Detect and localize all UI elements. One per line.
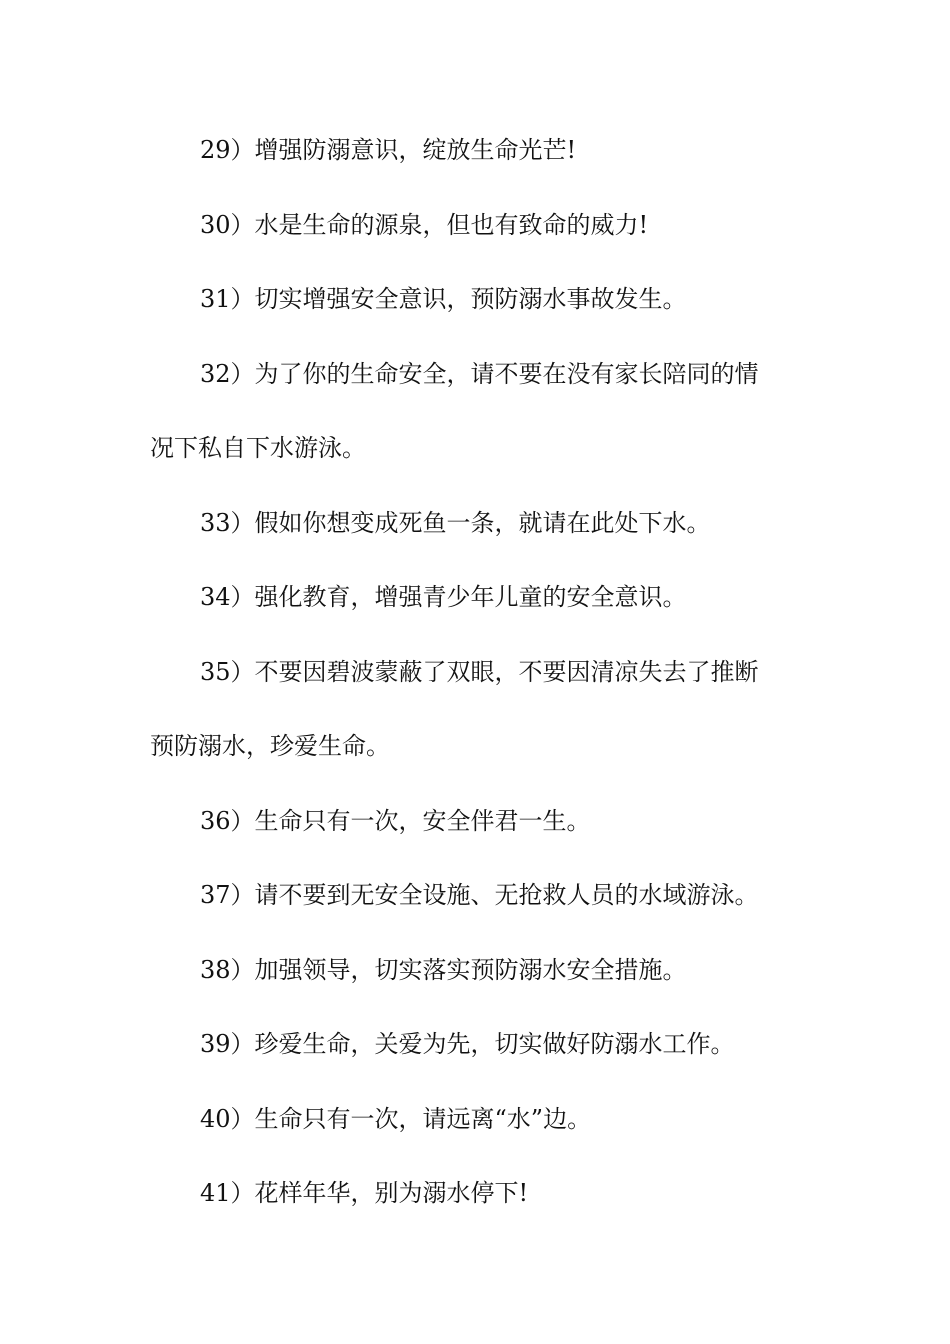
text-line-30: 30）水是生命的源泉，但也有致命的威力! [200,210,649,239]
text-line-38: 38）加强领导，切实落实预防溺水安全措施。 [200,955,687,984]
document-body [150,113,800,1231]
text-line-33: 33）假如你想变成死鱼一条，就请在此处下水。 [200,508,711,537]
text-line-31: 31）切实增强安全意识，预防溺水事故发生。 [200,285,687,313]
text-line-41: 41）花样年华，别为溺水停下! [200,1179,529,1207]
text-line-40: 40）生命只有一次，请远离“水”边。 [200,1104,592,1133]
text-line-39: 39）珍爱生命，关爱为先，切实做好防溺水工作。 [200,1030,735,1058]
text-line-37: 37）请不要到无安全设施、无抢救人员的水域游泳。 [200,881,759,909]
text-line-32-continued: 况下私自下水游泳。 [150,434,366,462]
text-line-35: 35）不要因碧波蒙蔽了双眼，不要因清凉失去了推断 [200,657,759,686]
text-line-29: 29）增强防溺意识，绽放生命光芒! [200,136,577,164]
text-line-34: 34）强化教育，增强青少年儿童的安全意识。 [200,583,687,611]
text-line-35-continued: 预防溺水，珍爱生命。 [150,732,390,760]
text-line-32: 32）为了你的生命安全，请不要在没有家长陪同的情 [200,359,759,388]
text-line-36: 36）生命只有一次，安全伴君一生。 [200,806,591,835]
